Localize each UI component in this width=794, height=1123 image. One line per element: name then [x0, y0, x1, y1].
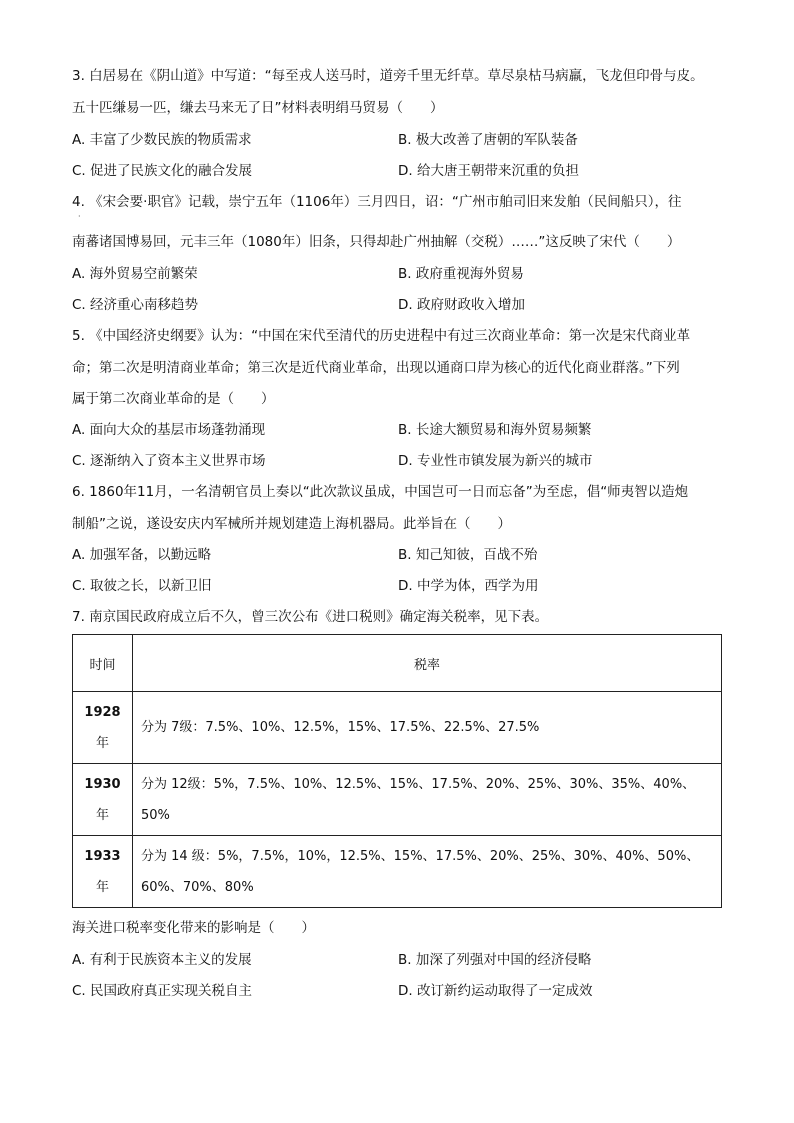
q5-stem-line-1: 5. 《中国经济史纲要》认为：“中国在宋代至清代的历史进程中有过三次商业革命：第一次是宋代商业革: [72, 328, 691, 344]
q5-option-d: D. 专业性市镇发展为新兴的城市: [398, 453, 593, 469]
stray-dot-mark: ·: [78, 212, 81, 221]
year-unit: 年: [95, 879, 109, 895]
table-header-time: 时间: [73, 635, 133, 692]
q6-option-c: C. 取彼之长，以新卫旧: [72, 578, 212, 594]
q3-stem-line-2: 五十匹缣易一匹，缣去马来无了日”材料表明绢马贸易（ ）: [72, 100, 444, 116]
year-value: 1933: [84, 848, 121, 864]
table-cell-year: [73, 764, 133, 836]
q7-stem-line-1: 7. 南京国民政府成立后不久，曾三次公布《进口税则》确定海关税率，见下表。: [72, 609, 549, 625]
q4-stem-line-1: 4. 《宋会要·职官》记载，崇宁五年（1106年）三月四日，诏：“广州市舶司旧来发舶（民间船只），往: [72, 194, 682, 210]
q5-option-c: C. 逐渐纳入了资本主义世界市场: [72, 453, 266, 469]
q4-stem-line-2: 南蕃诸国博易回，元丰三年（1080年）旧条，只得却赴广州抽解（交税）……”这反映了宋代（ ）: [72, 234, 681, 250]
q6-option-d: D. 中学为体，西学为用: [398, 578, 539, 594]
q6-stem-line-2: 制船”之说，遂设安庆内军械所并规划建造上海机器局。此举旨在（ ）: [72, 516, 511, 532]
q5-option-b: B. 长途大额贸易和海外贸易频繁: [398, 422, 592, 438]
table-cell-year: [73, 836, 133, 908]
q4-option-b: B. 政府重视海外贸易: [398, 266, 524, 282]
table-header-row: [73, 635, 722, 692]
q5-stem-line-2: 命；第二次是明清商业革命；第三次是近代商业革命，出现以通商口岸为核心的近代化商业群落。”下列: [72, 360, 680, 376]
table-cell-rate: 分为 7级：7.5%、10%、12.5%，15%、17.5%、22.5%、27.5%: [133, 692, 722, 764]
q3-stem-line-1: 3. 白居易在《阴山道》中写道：“每至戎人送马时，道旁千里无纤草。草尽泉枯马病羸，飞龙但印骨与皮。: [72, 68, 704, 84]
year-unit: 年: [95, 807, 109, 823]
q3-option-d: D. 给大唐王朝带来沉重的负担: [398, 163, 579, 179]
year-unit: 年: [95, 735, 109, 751]
year-value: 1928: [84, 704, 121, 720]
q3-option-b: B. 极大改善了唐朝的军队装备: [398, 132, 578, 148]
q6-stem-line-1: 6. 1860年11月，一名清朝官员上奏以“此次款议虽成，中国岂可一日而忘备”为至虑，倡“师夷智以造炮: [72, 484, 689, 500]
q5-stem-line-3: 属于第二次商业革命的是（ ）: [72, 391, 275, 407]
q7-option-c: C. 民国政府真正实现关税自主: [72, 983, 253, 999]
q7-option-a: A. 有利于民族资本主义的发展: [72, 952, 252, 968]
q4-option-a: A. 海外贸易空前繁荣: [72, 266, 198, 282]
q7-option-b: B. 加深了列强对中国的经济侵略: [398, 952, 592, 968]
q7-after-table: 海关进口税率变化带来的影响是（ ）: [72, 920, 315, 936]
q4-option-d: D. 政府财政收入增加: [398, 297, 525, 313]
q7-option-d: D. 改订新约运动取得了一定成效: [398, 983, 593, 999]
q3-option-a: A. 丰富了少数民族的物质需求: [72, 132, 252, 148]
table-cell-year: [73, 692, 133, 764]
table-row: [73, 764, 722, 836]
table-row: [73, 836, 722, 908]
q4-option-c: C. 经济重心南移趋势: [72, 297, 199, 313]
q6-option-a: A. 加强军备，以勤远略: [72, 547, 212, 563]
tariff-rate-table: [72, 634, 722, 908]
q3-option-c: C. 促进了民族文化的融合发展: [72, 163, 253, 179]
table-row: [73, 692, 722, 764]
table-header-rate: 税率: [133, 635, 722, 692]
table-cell-rate: 分为 14 级：5%，7.5%，10%，12.5%、15%、17.5%、20%、25%、30%、40%、50%、60%、70%、80%: [133, 836, 722, 908]
q5-option-a: A. 面向大众的基层市场蓬勃涌现: [72, 422, 266, 438]
year-value: 1930: [84, 776, 121, 792]
q6-option-b: B. 知己知彼，百战不殆: [398, 547, 538, 563]
table-cell-rate: 分为 12级：5%，7.5%、10%、12.5%、15%、17.5%、20%、25%、30%、35%、40%、50%: [133, 764, 722, 836]
